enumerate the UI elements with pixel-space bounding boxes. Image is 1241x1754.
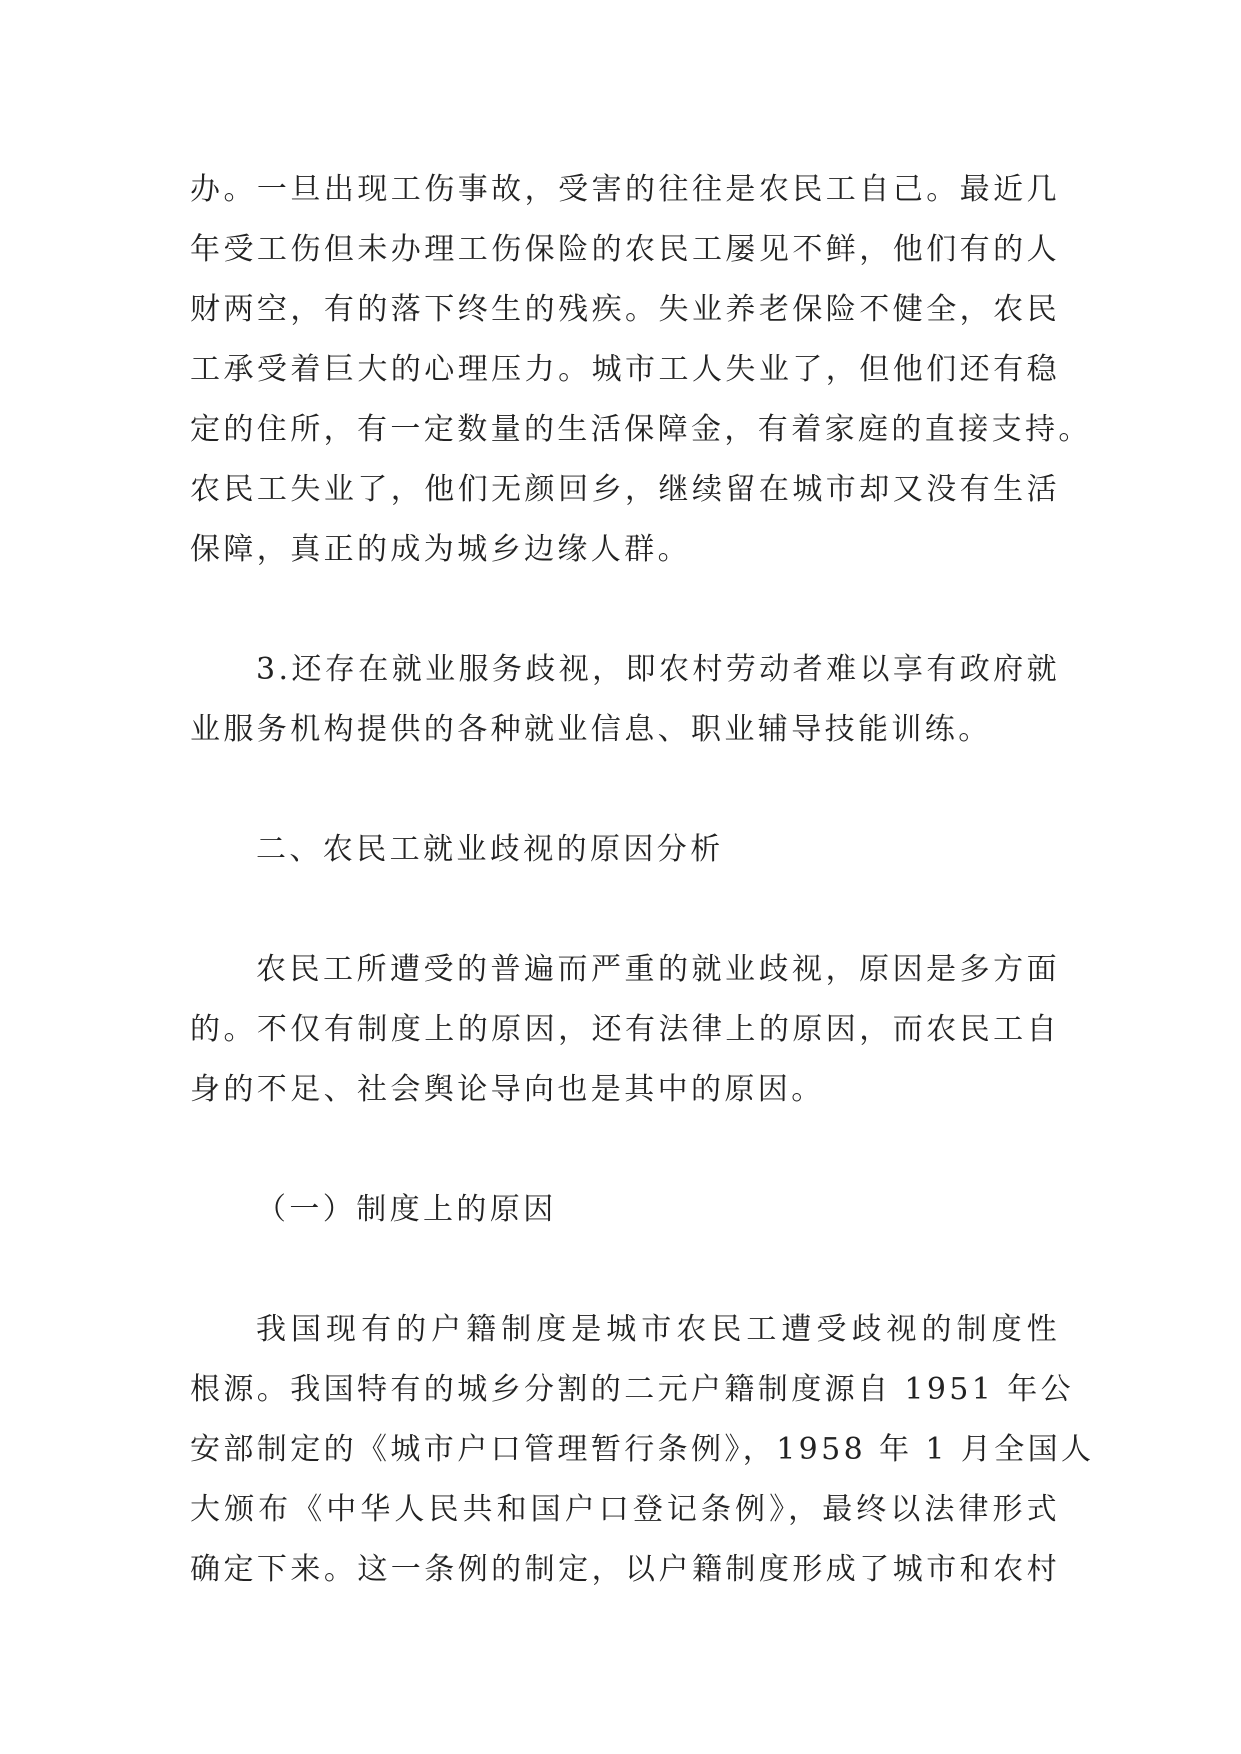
text-line: 工承受着巨大的心理压力。城市工人失业了，但他们还有稳	[190, 352, 1060, 387]
text-line: 的。不仅有制度上的原因，还有法律上的原因，而农民工自	[190, 1012, 1060, 1047]
text-line: 确定下来。这一条例的制定，以户籍制度形成了城市和农村	[190, 1552, 1060, 1587]
paragraph-causes-overview	[190, 940, 1060, 1120]
subsection-heading: （一）制度上的原因	[256, 1192, 557, 1227]
text-line: 3.还存在就业服务歧视，即农村劳动者难以享有政府就	[256, 652, 1060, 687]
paragraph-work-injury	[190, 160, 1092, 580]
text-line: 大颁布《中华人民共和国户口登记条例》，最终以法律形式	[190, 1492, 1060, 1527]
document-body	[190, 160, 1095, 1600]
text-line: 定的住所，有一定数量的生活保障金，有着家庭的直接支持。	[190, 412, 1092, 447]
text-line: 农民工失业了，他们无颜回乡，继续留在城市却又没有生活	[190, 472, 1060, 507]
text-line: 安部制定的《城市户口管理暂行条例》，1958 年 1 月全国人	[190, 1432, 1095, 1467]
text-line: 办。一旦出现工伤事故，受害的往往是农民工自己。最近几	[190, 172, 1060, 207]
text-line: 保障，真正的成为城乡边缘人群。	[190, 532, 691, 567]
text-line: 农民工所遭受的普遍而严重的就业歧视，原因是多方面	[256, 952, 1060, 987]
paragraph-household-registration	[190, 1300, 1095, 1600]
text-line: 根源。我国特有的城乡分割的二元户籍制度源自 1951 年公	[190, 1372, 1075, 1407]
text-line: 业服务机构提供的各种就业信息、职业辅导技能训练。	[190, 712, 992, 747]
section-heading: 二、农民工就业歧视的原因分析	[256, 832, 724, 867]
text-line: 年受工伤但未办理工伤保险的农民工屡见不鲜，他们有的人	[190, 232, 1060, 267]
text-line: 财两空，有的落下终生的残疾。失业养老保险不健全，农民	[190, 292, 1060, 327]
text-line: 身的不足、社会舆论导向也是其中的原因。	[190, 1072, 825, 1107]
paragraph-employment-service	[190, 640, 1060, 760]
text-line: 我国现有的户籍制度是城市农民工遭受歧视的制度性	[256, 1312, 1060, 1347]
